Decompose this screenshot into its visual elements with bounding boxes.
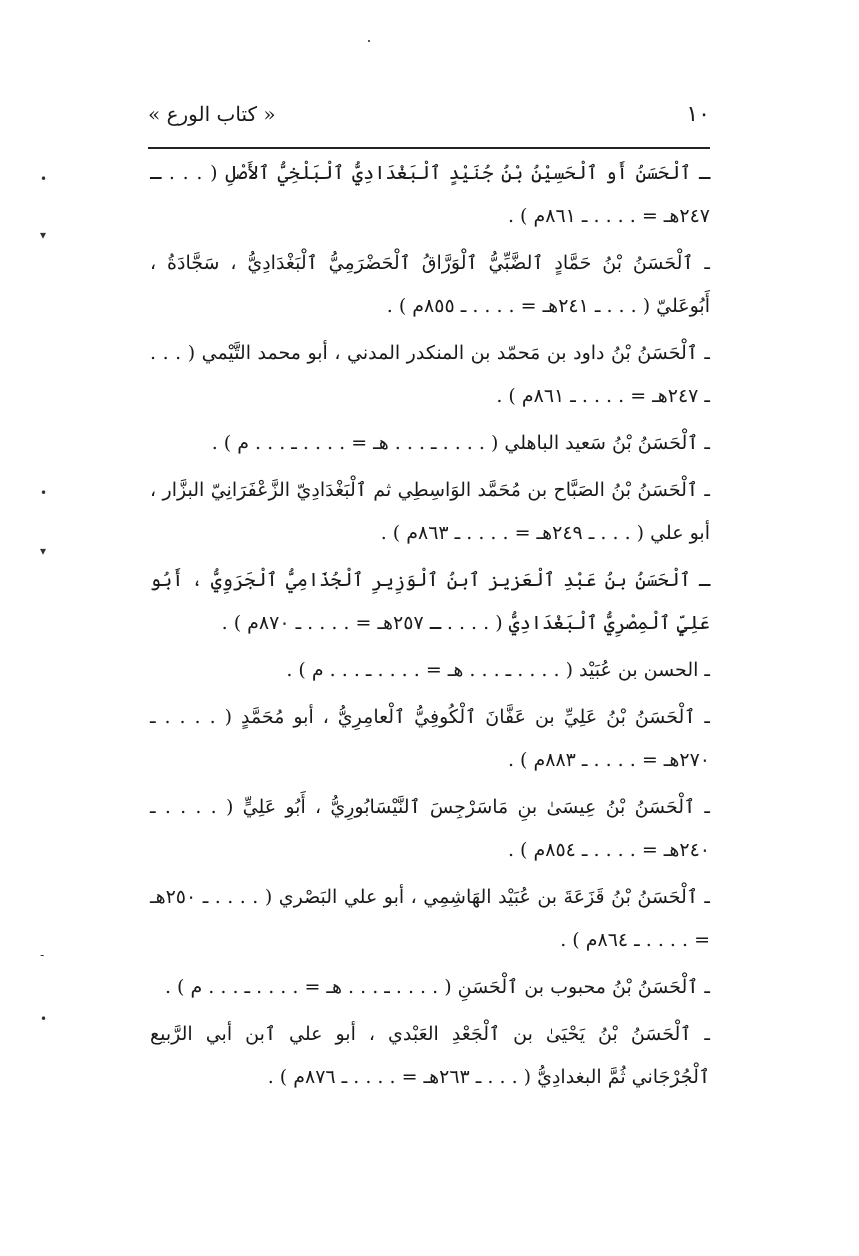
margin-dot: • <box>40 1012 48 1026</box>
header-rule <box>148 147 710 149</box>
margin-dot: • <box>40 486 48 500</box>
page-number: ١٠ <box>686 102 710 127</box>
margin-mark: ▾ <box>40 228 47 242</box>
entry-hasan-ibn-qazaa: ـ ٱلْحَسَنُ بْنُ قَزَعَةَ بن عُبَيْد الهَاشِمِي ، أبو علي البَصْري ( . . . . ـ ٢٥٠هـ = . . . . ـ ٨٦٤م ) . <box>150 886 710 951</box>
entry-hasan-ibn-abdulaziz: ـ ٱلْحَسَنُ بنُ عَبْدِ ٱلْعَزيز ٱبنُ ٱلْوَزِيرِ ٱلْجُذَامِيُّ ٱلْجَرَوِيُّ ، أَبُو عَلِيٍّ ٱلْمِصْرِيُّ ٱلْبَغْدَادِيُّ ( . . . . ـ ٢٥٧هـ = . . . . ـ ٨٧٠م ) . <box>150 569 710 634</box>
entry-hasan-ibn-said: ـ ٱلْحَسَنُ بْنُ سَعيد الباهلي ( . . . . ـ . . . هـ = . . . . ـ . . . م ) . <box>211 432 710 454</box>
entry-hasan-ibn-hammad: ـ ٱلْحَسَنُ بْنُ حَمَّادٍ ٱلضَّبِّيُّ ٱلْوَرَّاقُ ٱلْحَضْرَمِيُّ ٱلْبَغْدَادِيُّ ، سَجَّادَةُ ، أَبُوعَليّ ( . . . ـ ٢٤١هـ = . . . . ـ ٨٥٥م ) . <box>150 252 710 317</box>
entry-hasan-ibn-mahbub: ـ ٱلْحَسَنُ بْنُ محبوب بن ٱلْحَسَنِ ( . . . . ـ . . . هـ = . . . . ـ . . . م ) . <box>164 976 710 998</box>
scan-speck <box>368 40 370 42</box>
page-header <box>148 102 710 134</box>
entry-hasan-ibn-ubayd: ـ الحسن بن عُبَيْد ( . . . . ـ . . . هـ = . . . . ـ . . . م ) . <box>286 659 710 681</box>
entry-hasan-ibn-yahya: ـ ٱلْحَسَنُ بْنُ يَحْيَىٰ بن ٱلْجَعْدِ العَبْدي ، أبو علي ٱبن أبي الرَّبيع ٱلْجُرْجَاني ثُمَّ البغدادِيُّ ( . . . ـ ٢٦٣هـ = . . . . ـ ٨٧٦م ) . <box>150 1023 710 1088</box>
book-title: « كتاب الورع » <box>148 102 276 126</box>
margin-dot: • <box>40 172 48 186</box>
entry-hasan-ibn-sabbah: ـ ٱلْحَسَنُ بْنُ الصَبَّاح بن مُحَمَّد الوَاسِطِي ثم ٱلْبَغْدَادِيّ الزَّعْفَرَانِيّ البزَّار ، أبو علي ( . . . ـ ٢٤٩هـ = . . . . ـ ٨٦٣م ) . <box>150 479 710 544</box>
margin-mark: ▾ <box>40 544 47 558</box>
entry-hasan-ibn-junayd: ـ ٱلْحَسَنُ أَو ٱلْحَسِيْنُ بْنُ جُنَيْدٍ ٱلْبَغْدَادِيُّ ٱلْبَلْخِيُّ ٱلأَصْلِ ( . . . ـ ٢٤٧هـ = . . . . ـ ٨٦١م ) . <box>150 162 710 227</box>
margin-dash: - <box>40 948 45 962</box>
entry-hasan-ibn-ali-ibn-affan: ـ ٱلْحَسَنُ بْنُ عَلِيِّ بن عَفَّانَ ٱلْكُوفِيُّ ٱلْعامِرِيُّ ، أبو مُحَمَّدٍ ( . . . . ـ ٢٧٠هـ = . . . . ـ ٨٨٣م ) . <box>150 706 710 771</box>
entry-hasan-ibn-dawud: ـ ٱلْحَسَنُ بْنُ داود بن مَحمّد بن المنكدر المدني ، أبو محمد التَّيْمي ( . . . ـ ٢٤٧هـ = . . . . ـ ٨٦١م ) . <box>150 342 710 407</box>
entry-hasan-ibn-isa: ـ ٱلْحَسَنُ بْنُ عِيسَىٰ بنِ مَاسَرْجِسَ ٱلنَّيْسَابُورِيُّ ، أَبُو عَلِيٍّ ( . . . . ـ ٢٤٠هـ = . . . . ـ ٨٥٤م ) . <box>150 796 710 861</box>
biography-entries <box>150 152 710 1103</box>
